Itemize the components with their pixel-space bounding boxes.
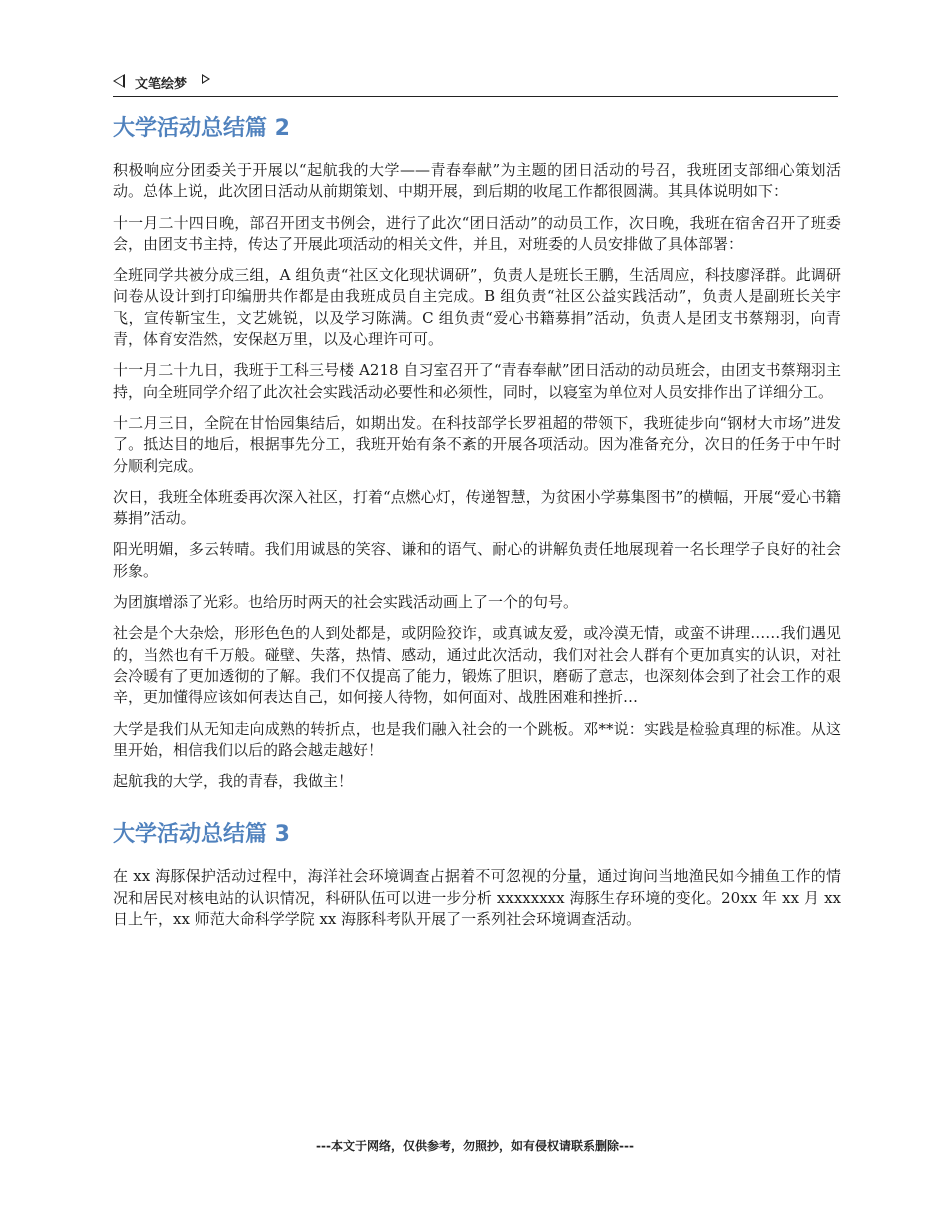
- page-header: [113, 70, 838, 97]
- paragraph: 积极响应分团委关于开展以“起航我的大学——青春奉献”为主题的团日活动的号召，我班团支部细心策划活动。总体上说，此次团日活动从前期策划、中期开展，到后期的收尾工作都很圆满。其具体说明如下：: [113, 161, 841, 201]
- document-body: [113, 112, 841, 940]
- paragraph: 全班同学共被分成三组，A 组负责“社区文化现状调研”，负责人是班长王鹏，生活周应，科技廖泽群。此调研问卷从设计到打印编册共作都是由我班成员自主完成。B 组负责“社区公益实践活动”，负责人是副班长关宇飞，宣传靳宝生，文艺姚锐，以及学习陈满。C 组负责“爱心书籍募捐”活动，负责人是团支书蔡翔羽，向青青，体育安浩然，安保赵万里，以及心理许可可。: [113, 266, 841, 349]
- triangle-left-icon: [113, 74, 125, 88]
- header-brand: 文笔绘梦: [135, 77, 188, 92]
- paragraph: 十一月二十九日，我班于工科三号楼 A218 自习室召开了“青春奉献”团日活动的动员班会，由团支书蔡翔羽主持，向全班同学介绍了此次社会实践活动必要性和必须性，同时，以寝室为单位对人员安排作出了详细分工。: [113, 361, 841, 401]
- paragraph: 起航我的大学，我的青春，我做主！: [113, 772, 354, 791]
- paragraph: 为团旗增添了光彩。也给历时两天的社会实践活动画上了一个的句号。: [113, 593, 579, 612]
- paragraph: 十二月三日，全院在甘怡园集结后，如期出发。在科技部学长罗祖超的带领下，我班徒步向“钢材大市场”进发了。抵达目的地后，根据事先分工，我班开始有条不紊的开展各项活动。因为准备充分，次日的任务于中午时分顺利完成。: [113, 413, 841, 475]
- section-title: 大学活动总结篇 3: [113, 822, 290, 848]
- section-title: 大学活动总结篇 2: [113, 116, 290, 141]
- page-footer: ---本文于网络，仅供参考，勿照抄，如有侵权请联系删除---: [316, 1139, 634, 1153]
- paragraph: 社会是个大杂烩，形形色色的人到处都是，或阴险狡诈，或真诚友爱，或冷漠无情，或蛮不讲理……我们遇见的，当然也有千万般。碰壁、失落，热情、感动，通过此次活动，我们对社会人群有个更加真实的认识，对社会冷暖有了更加透彻的了解。我们不仅提高了能力，锻炼了胆识，磨砺了意志，也深刻体会到了社会工作的艰辛，更加懂得应该如何表达自己，如何接人待物，如何面对、战胜困难和挫折…: [113, 624, 841, 707]
- paragraph: 大学是我们从无知走向成熟的转折点，也是我们融入社会的一个跳板。邓**说：实践是检验真理的标准。从这里开始，相信我们以后的路会越走越好！: [113, 719, 841, 759]
- paragraph: 十一月二十四日晚，部召开团支书例会，进行了此次“团日活动”的动员工作，次日晚，我班在宿舍召开了班委会，由团支书主持，传达了开展此项活动的相关文件，并且，对班委的人员安排做了具体部署：: [113, 213, 841, 253]
- triangle-right-icon: [202, 74, 210, 84]
- paragraph: 在 xx 海豚保护活动过程中，海洋社会环境调查占据着不可忽视的分量，通过询问当地渔民如今捕鱼工作的情况和居民对核电站的认识情况，科研队伍可以进一步分析 xxxxxxxx 海豚生存环境的变化。20xx 年 xx 月 xx 日上午，xx 师范大命科学学院 xx 海豚科考队开展了一系列社会环境调查活动。: [113, 867, 841, 929]
- paragraph: 次日，我班全体班委再次深入社区，打着“点燃心灯，传递智慧，为贫困小学募集图书”的横幅，开展“爱心书籍募捐”活动。: [113, 487, 842, 528]
- paragraph: 阳光明媚，多云转晴。我们用诚恳的笑容、谦和的语气、耐心的讲解负责任地展现着一名长理学子良好的社会形象。: [113, 540, 841, 580]
